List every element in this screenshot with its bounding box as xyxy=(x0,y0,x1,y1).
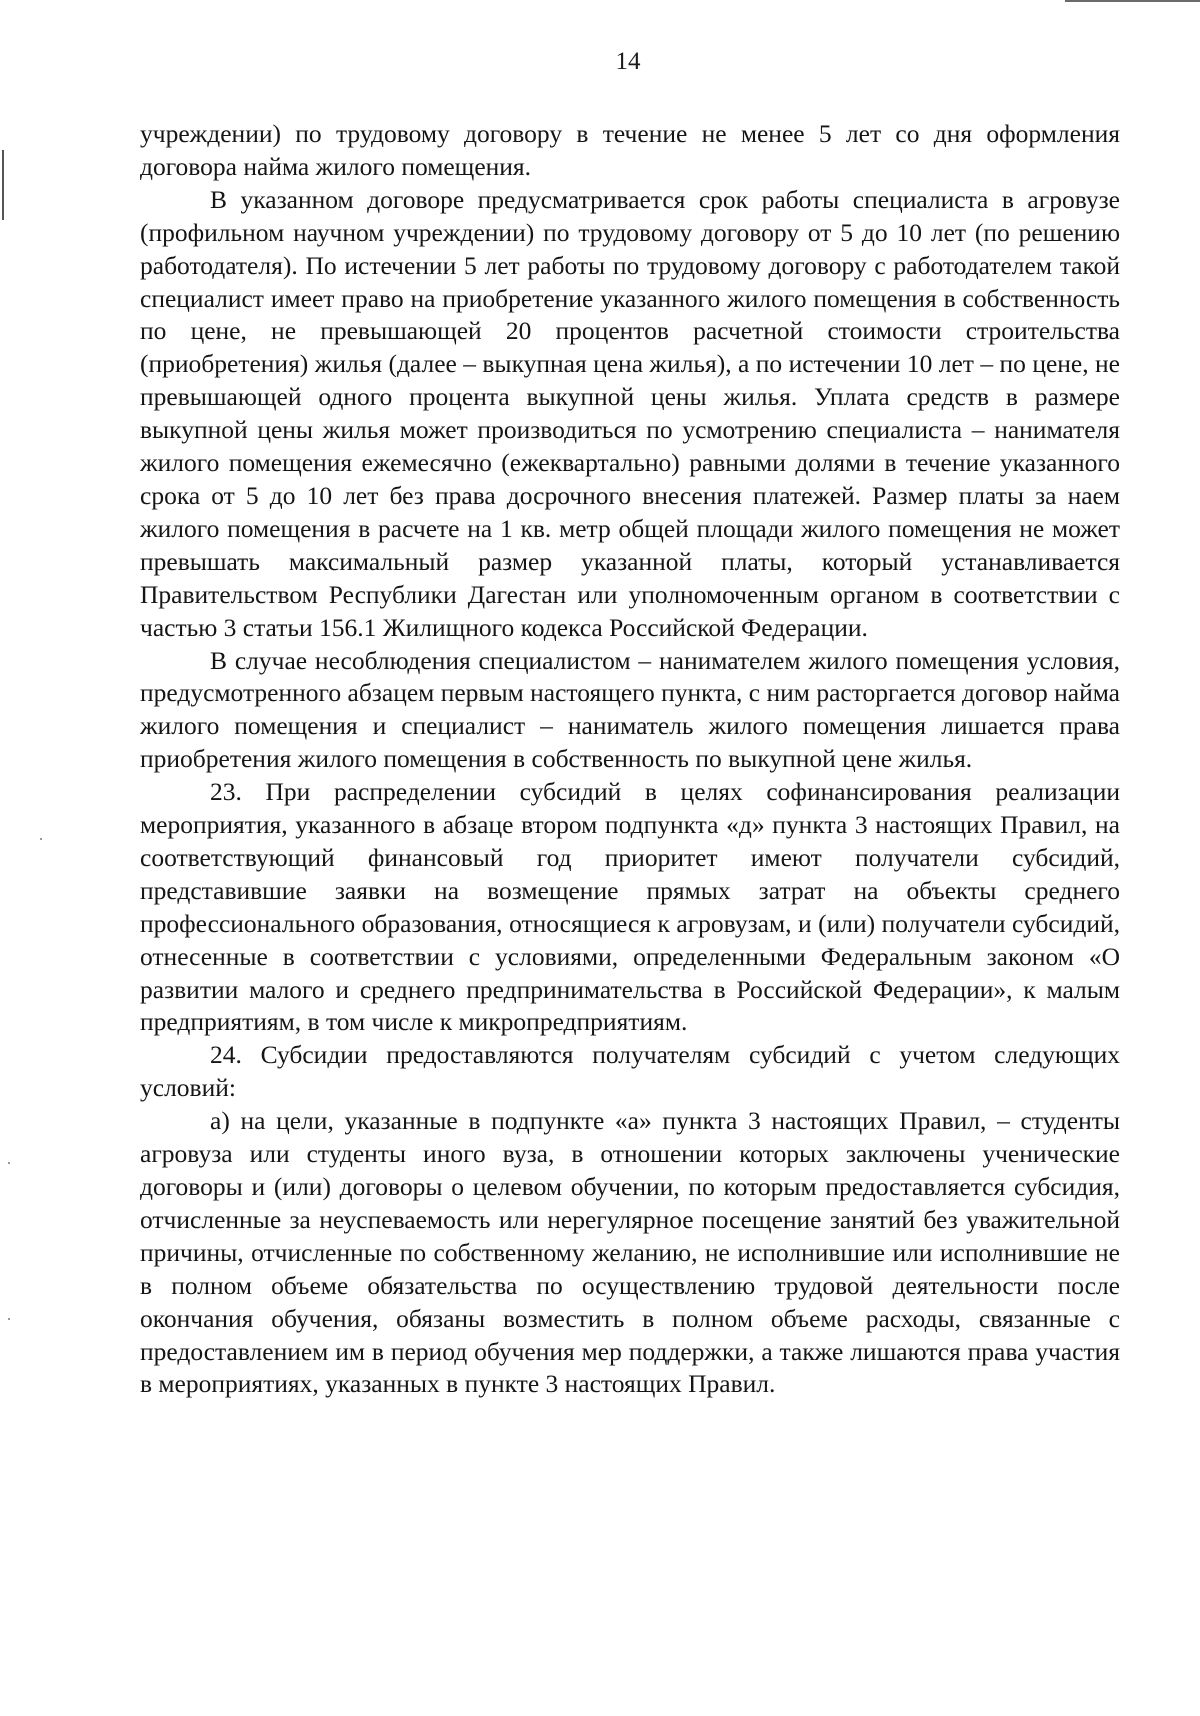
scan-edge-mark xyxy=(1065,0,1200,2)
paragraph: учреждении) по трудовому договору в течение не менее 5 лет со дня оформления договора найма жилого помещения. xyxy=(140,119,1120,181)
paragraph: а) на цели, указанные в подпункте «а» пункта 3 настоящих Правил, – студенты агровуза или студенты иного вуза, в отношении которых заключены ученические договоры и (или) договоры о целевом обучении, по которым предоставляется субсидия, отчисленные за неуспеваемость или нерегулярное посещение занятий без уважительной причины, отчисленные по собственному желанию, не исполнившие или исполнившие не в полном объеме обязательства по осуществлению трудовой деятельности после окончания обучения, обязаны возместить в полном объеме расходы, связанные с предоставлением им в период обучения мер поддержки, а также лишаются права участия в мероприятиях, указанных в пункте 3 настоящих Правил. xyxy=(140,1106,1120,1399)
page-number: 14 xyxy=(615,48,641,75)
scan-speck xyxy=(40,838,42,840)
paragraph: В случае несоблюдения специалистом – нанимателем жилого помещения условия, предусмотренного абзацем первым настоящего пункта, с ним расторгается договор найма жилого помещения и специалист – наниматель жилого помещения лишается права приобретения жилого помещения в собственность по выкупной цене жилья. xyxy=(140,645,1120,774)
scan-edge-mark xyxy=(2,150,4,220)
scan-speck xyxy=(8,1318,10,1320)
scan-speck xyxy=(8,1162,10,1164)
document-body xyxy=(140,118,1120,1401)
paragraph: 24. Субсидии предоставляются получателям субсидий с учетом следующих условий: xyxy=(140,1040,1120,1103)
paragraph: В указанном договоре предусматривается срок работы специалиста в агровузе (профильном научном учреждении) по трудовому договору от 5 до 10 лет (по решению работодателя). По истечении 5 лет работы по трудовому договору с работодателем такой специалист имеет право на приобретение указанного жилого помещения в собственность по цене, не превышающей 20 процентов расчетной стоимости строительства (приобретения) жилья (далее – выкупная цена жилья), а по истечении 10 лет – по цене, не превышающей одного процента выкупной цены жилья. Уплата средств в размере выкупной цены жилья может производиться по усмотрению специалиста – нанимателя жилого помещения ежемесячно (ежеквартально) равными долями в течение указанного срока от 5 до 10 лет без права досрочного внесения платежей. Размер платы за наем жилого помещения в расчете на 1 кв. метр общей площади жилого помещения не может превышать максимальный размер указанной платы, который устанавливается Правительством Республики Дагестан или уполномоченным органом в соответствии с частью 3 статьи 156.1 Жилищного кодекса Российской Федерации. xyxy=(140,184,1120,642)
paragraph: 23. При распределении субсидий в целях софинансирования реализации мероприятия, указанного в абзаце втором подпункта «д» пункта 3 настоящих Правил, на соответствующий финансовый год приоритет имеют получатели субсидий, представившие заявки на возмещение прямых затрат на объекты среднего профессионального образования, относящиеся к агровузам, и (или) получатели субсидий, отнесенные в соответствии с условиями, определенными Федеральным законом «О развитии малого и среднего предпринимательства в Российской Федерации», к малым предприятиям, в том числе к микропредприятиям. xyxy=(140,777,1120,1037)
